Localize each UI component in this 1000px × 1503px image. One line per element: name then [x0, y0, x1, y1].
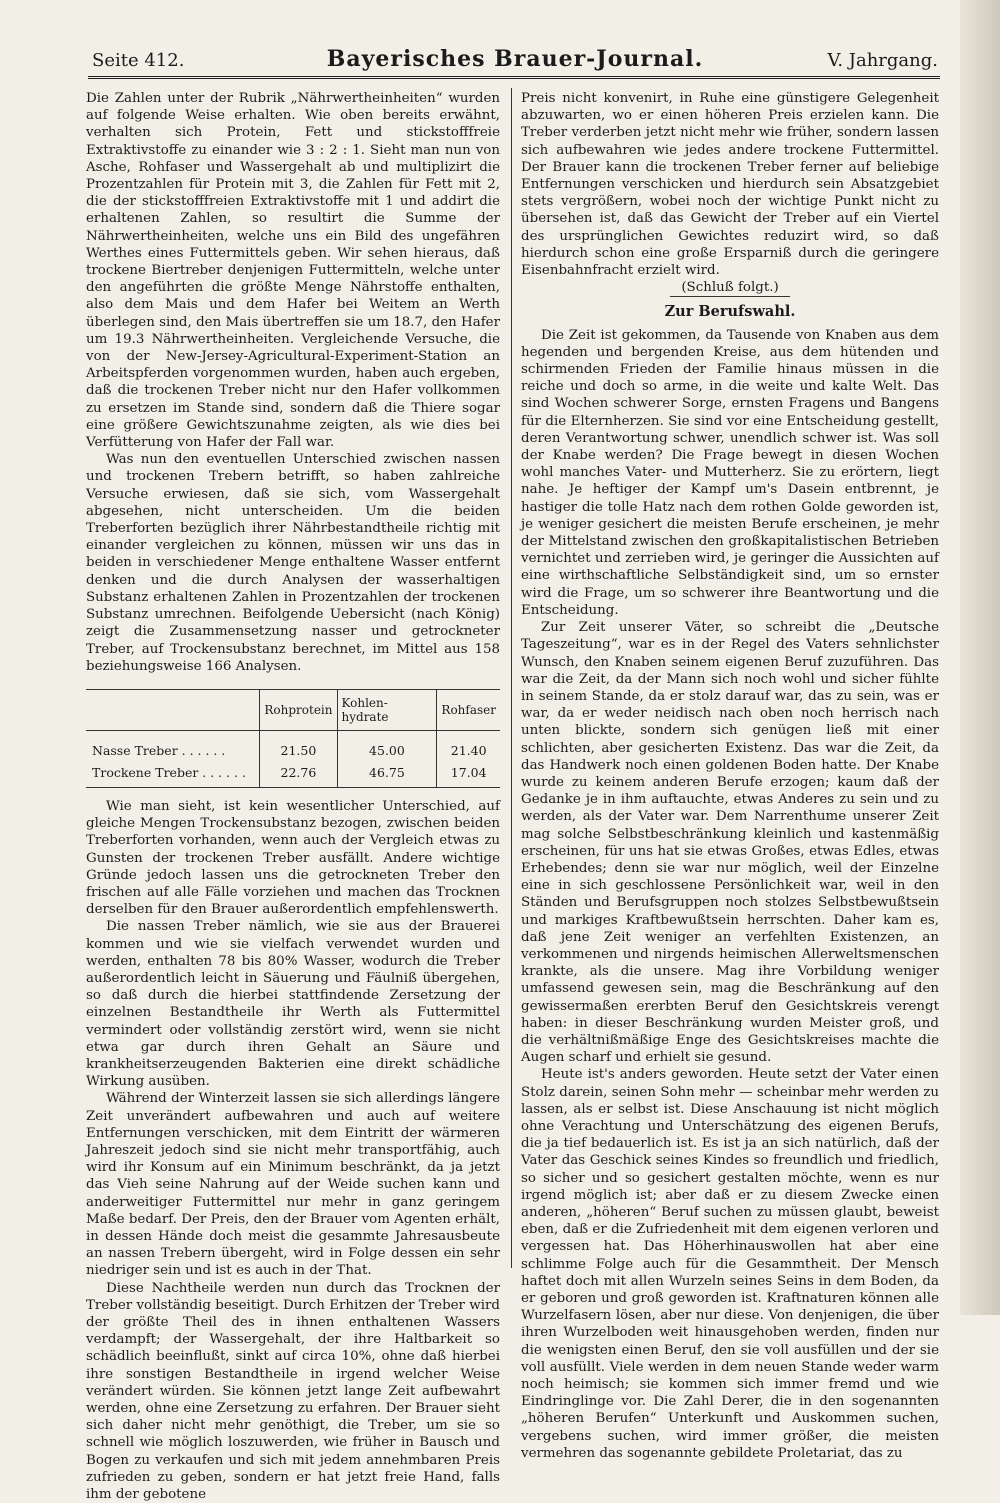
table-header-carbs: Kohlen-hydrate — [337, 689, 437, 730]
table-header-blank — [86, 689, 260, 730]
composition-table — [86, 689, 500, 788]
table-header-fiber: Rohfaser — [437, 689, 500, 730]
paragraph: Die Zeit ist gekommen, da Tausende von Knaben aus dem hegenden und bergenden Kreise, aus dem hütenden und schirmenden Frieden der Familie hinaus müssen in die reiche und doch so arme, in die weite und kalte Welt. Das sind Wochen schwerer Sorge, ernsten Fragens und Bangens für die Elternherzen. Sie sind vor eine Entscheidung gestellt, deren Verantwortung schwer, unendlich schwer ist. Was soll der Knabe werden? Die Frage bewegt in diesen Wochen wohl manches Vater- und Mutterherz. Sie zu erörtern, liegt nahe. Je heftiger der Kampf um's Dasein entbrennt, je hastiger die tolle Hatz nach dem rothen Golde geworden ist, je weniger gesichert die meisten Berufe erscheinen, je mehr der Mittelstand zwischen den großkapitalistischen Betrieben vernichtet und zerrieben wird, je geringer die Aussichten auf eine wirthschaftliche Selbständigkeit sind, um so ernster wird die Frage, um so schwerer ihre Beantwortung und die Entscheidung. — [521, 327, 939, 618]
column-divider — [511, 88, 512, 1268]
journal-title: Bayerisches Brauer-Journal. — [326, 46, 704, 72]
cell-fiber: 21.40 — [437, 730, 500, 762]
volume-label: V. Jahrgang. — [827, 50, 938, 71]
paragraph: Die Zahlen unter der Rubrik „Nährwertheinheiten“ wurden auf folgende Weise erhalten. Wie oben bereits erwähnt, verhalten sich Protein, Fett und stickstofffreie Extraktivstoffe zu einander wie 3 : 2 : 1. Sieht man nun von Asche, Rohfaser und Wassergehalt ab und multiplizirt die Prozentzahlen für Protein mit 3, die Zahlen für Fett mit 2, die der stickstofffreien Extraktivstoffe mit 1 und addirt die erhaltenen Zahlen, so resultirt die Summe der Nährwertheinheiten, welche uns ein Bild des ungefähren Werthes eines Futtermittels geben. Wir sehen hieraus, daß trockene Biertreber denjenigen Futtermitteln, welche unter den angeführten die größte Menge Nährstoffe enthalten, also dem Mais und dem Hafer bei Weitem an Werth überlegen sind, den Mais übertreffen sie um 18.7, den Hafer um 19.3 Nährwertheinheiten. Vergleichende Versuche, die von der New-Jersey-Agricultural-Experiment-Station an Arbeitspferden vorgenommen wurden, haben auch ergeben, daß die trockenen Treber nicht nur den Hafer vollkommen zu ersetzen im Stande sind, sondern daß die Thiere sogar eine größere Gewichtszunahme zeigten, als wie dies bei Verfütterung von Hafer der Fall war. — [86, 91, 500, 451]
row-label: Trockene Treber . . . . . . — [86, 762, 260, 788]
paragraph: Während der Winterzeit lassen sie sich allerdings längere Zeit unverändert aufbewahren und auch auf weitere Entfernungen verschicken, mit dem Eintritt der wärmeren Jahreszeit jedoch sind sie nicht mehr transportfähig, auch wird ihr Konsum auf ein Minimum beschränkt, da ja jetzt das Vieh seine Nahrung auf der Weide suchen kann und anderweitiger Futtermittel nur mehr in ganz geringem Maße bedarf. Der Preis, den der Brauer vom Agenten erhält, in dessen Hände doch meist die gesammte Jahresausbeute an nassen Trebern übergeht, wird in Folge dessen ein sehr niedriger sein und ist es auch in der That. — [86, 1091, 500, 1279]
page-edge-shadow — [960, 0, 1000, 1315]
cell-carbs: 46.75 — [337, 762, 437, 788]
paragraph: Wie man sieht, ist kein wesentlicher Unterschied, auf gleiche Mengen Trockensubstanz bezogen, zwischen beiden Treberforten vorhanden, wenn auch der Vergleich etwas zu Gunsten der trockenen Treber ausfällt. Andere wichtige Gründe jedoch lassen uns die getrockneten Treber den frischen auf alle Fälle vorziehen und machen das Trocknen derselben für den Brauer außerordentlich empfehlenswerth. — [86, 798, 500, 918]
cell-protein: 22.76 — [260, 762, 337, 788]
cell-carbs: 45.00 — [337, 730, 437, 762]
paragraph: Die nassen Treber nämlich, wie sie aus der Brauerei kommen und wie sie vielfach verwendet wurden und werden, enthalten 78 bis 80% Wasser, wodurch die Treber außerordentlich leicht in Säuerung und Fäulniß übergehen, so daß durch die hierbei stattfindende Zersetzung der einzelnen Bestandtheile ihr Werth als Futtermittel vermindert oder vollständig zerstört wird, wenn sie nicht etwa gar durch ihren Gehalt an Säure und krankheitserzeugenden Bakterien eine direkt schädliche Wirkung ausüben. — [86, 919, 500, 1090]
table-header-row — [86, 689, 500, 730]
page-header — [92, 44, 938, 74]
paragraph: Heute ist's anders geworden. Heute setzt der Vater einen Stolz darein, seinen Sohn mehr — scheinbar mehr werden zu lassen, als er selbst ist. Diese Anschauung ist nicht möglich ohne Verachtung und Unterschätzung des eigenen Berufs, die ja tief bedauerlich ist. Es ist ja an sich natürlich, daß der Vater das Geschick seines Kindes so freundlich und friedlich, so sicher und so gesichert gestalten möchte, wenn es nur irgend möglich ist; aber daß er zu diesem Zwecke einen anderen, „höheren“ Beruf suchen zu müssen glaubt, beweist eben, daß er die Zufriedenheit mit dem eigenen verloren und vergessen hat. Das Höherhinauswollen hat aber eine schlimme Folge auch für die Gesammtheit. Der Mensch haftet doch mit allen Wurzeln seines Seins in dem Boden, da er geboren und groß geworden ist. Kraftnaturen können alle Wurzelfasern lösen, aber nur diese. Von denjenigen, die über ihren Wurzelboden weit hinausgehoben werden, finden nur die wenigsten einen Beruf, den sie voll ausfüllen und der sie voll ausfüllt. Viele werden in dem neuen Stande weder warm noch heimisch; sie kommen sich immer fremd und wie Eindringlinge vor. Die Zahl Derer, die in den sogenannten „höheren Berufen“ Unterkunft und Auskommen suchen, vergebens suchen, wird immer größer, die meisten vermehren das sogenannte gebildete Proletariat, das zu — [521, 1067, 939, 1461]
cell-fiber: 17.04 — [437, 762, 500, 788]
right-column — [521, 90, 939, 1462]
paragraph: Was nun den eventuellen Unterschied zwischen nassen und trockenen Trebern betrifft, so haben zahlreiche Versuche erwiesen, daß sie sich, vom Wassergehalt abgesehen, nicht unterscheiden. Um die beiden Treberforten bezüglich ihrer Nährbestandtheile richtig mit einander vergleichen zu können, müssen wir uns das in beiden in verschiedener Menge enthaltene Wasser entfernt denken und die durch Analysen der wasserhaltigen Substanz erhaltenen Zahlen in Prozentzahlen der trockenen Substanz umrechnen. Beifolgende Uebersicht (nach König) zeigt die Zusammensetzung nasser und getrockneter Treber, auf Trockensubstanz berechnet, im Mittel aus 158 beziehungsweise 166 Analysen. — [86, 452, 500, 674]
paragraph: Diese Nachtheile werden nun durch das Trocknen der Treber vollständig beseitigt. Durch Erhitzen der Treber wird der größte Theil des in ihnen enthaltenen Wassers verdampft; der Wassergehalt, der ihre Haltbarkeit so schädlich beeinflußt, sinkt auf circa 10%, ohne daß hierbei ihre sonstigen Bestandtheile in irgend welcher Weise verändert würden. Sie können jetzt lange Zeit aufbewahrt werden, ohne eine Zersetzung zu erfahren. Der Brauer sieht sich daher nicht mehr genöthigt, die Treber, um sie so schnell wie möglich loszuwerden, wie früher in Bausch und Bogen zu verkaufen und sich mit jedem annehmbaren Preis zufrieden zu geben, sondern er hat jetzt freie Hand, falls ihm der gebotene — [86, 1280, 500, 1503]
continuation-note: (Schluß folgt.) — [681, 280, 779, 296]
row-label: Nasse Treber . . . . . . — [92, 742, 226, 758]
paragraph: Preis nicht konvenirt, in Ruhe eine günstigere Gelegenheit abzuwarten, wo er einen höheren Preis erzielen kann. Die Treber verderben jetzt nicht mehr wie früher, sondern lassen sich aufbewahren wie jedes andere trockene Futtermittel. Der Brauer kann die trockenen Treber ferner auf beliebige Entfernungen verschicken und hierdurch sein Absatzgebiet stets vergrößern, wobei noch der wichtige Punkt nicht zu übersehen ist, daß das Gewicht der Treber auf ein Viertel des ursprünglichen Gewichtes reduzirt wird, so daß hierdurch schon eine große Ersparniß durch die geringere Eisenbahnfracht erzielt wird. — [521, 91, 939, 279]
left-column — [86, 90, 500, 1503]
table-header-protein: Rohprotein — [260, 689, 337, 730]
section-rule — [670, 296, 790, 297]
table-row — [86, 762, 500, 788]
page-number: Seite 412. — [92, 50, 185, 71]
section-title: Zur Berufswahl. — [664, 303, 796, 321]
table-row — [86, 730, 500, 762]
cell-protein: 21.50 — [260, 730, 337, 762]
header-rule — [88, 76, 940, 79]
paragraph: Zur Zeit unserer Väter, so schreibt die „Deutsche Tageszeitung“, war es in der Regel des Vaters sehnlichster Wunsch, den Knaben seinem eigenen Beruf zuzuführen. Das war die Zeit, da der Mann sich noch wohl und sicher fühlte in seinem Stande, da er stolz darauf war, das zu sein, was er war, da er weder neidisch nach oben noch herrisch nach unten blickte, sondern sich genügen ließ mit einer schlichten, aber gesicherten Existenz. Das war die Zeit, da das Handwerk noch einen goldenen Boden hatte. Der Knabe wurde zu keinem anderen Berufe erzogen; kaum daß der Gedanke je in ihm auftauchte, etwas Anderes zu sein und zu werden, als der Vater war. Dem Narrenthume unserer Zeit mag solche Selbstbeschränkung kleinlich und kastenmäßig erscheinen, für uns hat sie etwas Großes, etwas Edles, etwas Erhebendes; denn sie war nur möglich, weil der Einzelne eine in sich geschlossene Persönlichkeit war, weil in den Ständen und Berufsgruppen noch stolzes Selbstbewußtsein und markiges Kraftbewußtsein herrschten. Daher kam es, daß jene Zeit weniger an verfehlten Existenzen, an verkommenen und nirgends heimischen Allerweltsmenschen krankte, als die unsere. Mag ihre Vorbildung weniger umfassend gewesen sein, mag die Beschränkung auf den gewissermaßen ererbten Beruf den Gesichtskreis verengt haben: in dieser Beschränkung wurden Meister groß, und die verhältnißmäßige Enge des Gesichtskreises machte die Augen scharf und erhielt sie gesund. — [521, 620, 939, 1066]
